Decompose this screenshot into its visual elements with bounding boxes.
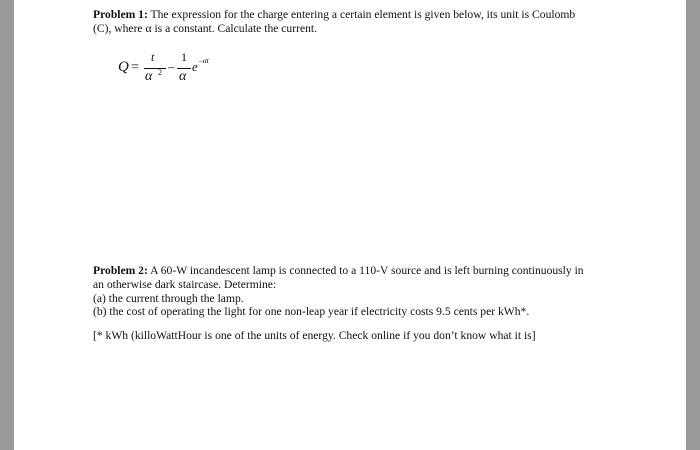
problem-2-heading: Problem 2: (93, 264, 148, 277)
fraction-2-numerator: 1 (181, 50, 187, 64)
problem-2-part-a: (a) the current through the lamp. (93, 291, 244, 305)
fraction-1-exponent: 2 (158, 68, 162, 77)
problem-1-heading: Problem 1: (93, 8, 148, 21)
problem-1-text-2: (C), where α is a constant. Calculate the current. (93, 21, 318, 35)
equation-equals: = (131, 60, 139, 75)
problem-2-line-1 (93, 264, 633, 278)
document-content (93, 8, 633, 343)
charge-equation (118, 51, 238, 103)
fraction-2-denominator: α (179, 69, 187, 84)
problem-2-note: [* kWh (killoWattHour is one of the units of energy. Check online if you don’t know what it is] (93, 329, 536, 343)
problem-1-line-1 (93, 8, 633, 22)
problem-1-text-1: The expression for the charge entering a certain element is given below, its unit is Coulomb (147, 8, 576, 21)
problem-1 (93, 8, 633, 36)
document-page (14, 0, 686, 450)
problem-2-part-b: (b) the cost of operating the light for one non-leap year if electricity costs 9.5 cents per kWh*. (93, 305, 530, 319)
equation-lhs: Q (118, 59, 129, 75)
equation-minus: – (168, 59, 175, 74)
fraction-1-denominator: α (145, 69, 153, 84)
exponential-power: –αt (199, 56, 209, 65)
problem-2-text-1: A 60-W incandescent lamp is connected to a 110-V source and is left burning continuously in (147, 264, 584, 277)
fraction-1-numerator: t (151, 50, 155, 64)
problem-2-text-2: an otherwise dark staircase. Determine: (93, 277, 277, 291)
exponential-base: e (192, 59, 198, 74)
problem-2 (93, 264, 633, 343)
